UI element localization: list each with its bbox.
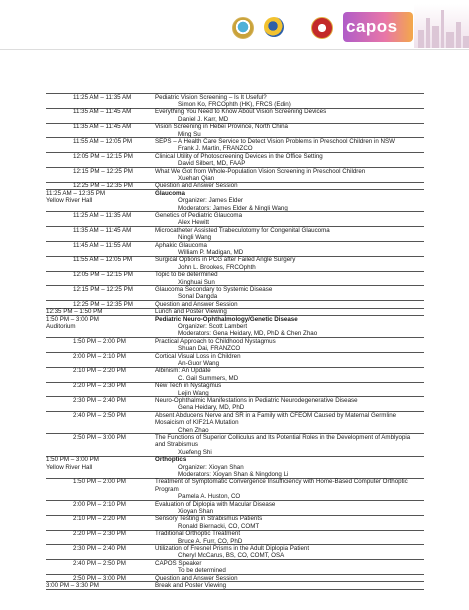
- session-time: 11:35 AM – 11:45 AM: [73, 226, 132, 234]
- speaker-name: An-Guor Wang: [178, 360, 220, 367]
- session-time: 12:25 PM – 12:35 PM: [73, 300, 133, 308]
- speaker-name: Gena Heidary, MD, PhD: [178, 404, 245, 412]
- session-location: Auditorium: [46, 323, 76, 330]
- row-divider: [46, 581, 424, 582]
- session-title: Question and Answer Session: [155, 574, 238, 582]
- speaker-name: Daniel J. Karr, MD: [178, 115, 229, 123]
- session-time: 11:35 AM – 11:45 AM: [73, 108, 132, 116]
- session-title: Absent Abducens Nerve and SR in a Family with CFEOM Caused by Maternal Germline: [155, 411, 397, 419]
- session-time: 11:55 AM – 12:05 PM: [73, 256, 133, 264]
- session-organizer: Moderators: Xioyan Shan & Ningdong Li: [178, 471, 289, 478]
- session-time: 3:00 PM – 3:30 PM: [46, 582, 99, 589]
- session-location: Yellow River Hall: [46, 463, 93, 471]
- session-title: Evaluation of Diplopia with Macular Disease: [155, 500, 276, 508]
- swirl-logo-icon: [264, 17, 284, 37]
- session-title: Treatment of Symptomatic Convergence Insufficiency with Home-Based Computer Orthoptic: [155, 478, 408, 486]
- session-title: Cortical Visual Loss in Children: [155, 352, 241, 360]
- session-time: 1:50 PM – 2:00 PM: [73, 478, 126, 486]
- session-time: 1:50 PM – 3:00 PM: [46, 315, 99, 323]
- row-divider: [46, 308, 424, 309]
- session-organizer: Moderators: James Elder & Ningli Wang: [178, 204, 288, 212]
- header-divider: [0, 49, 469, 50]
- session-title: Aphakic Glaucoma: [155, 241, 207, 249]
- speaker-name: Alex Hewitt: [178, 219, 209, 227]
- speaker-name: Xuefeng Shi: [178, 448, 212, 456]
- session-title: Topic to be determined: [155, 271, 218, 279]
- session-time: 1:50 PM – 3:00 PM: [46, 456, 99, 464]
- speaker-name: Bruce A. Furr, CO, PhD: [178, 537, 243, 545]
- session-time: 2:10 PM – 2:20 PM: [73, 367, 126, 375]
- session-time: 2:50 PM – 3:00 PM: [73, 574, 126, 582]
- speaker-name: Sonal Dangda: [178, 293, 218, 301]
- session-title: Everything You Need to Know About Vision Screening Devices: [155, 108, 327, 116]
- session-title: Genetics of Pediatric Glaucoma: [155, 212, 243, 219]
- session-time: 2:10 PM – 2:20 PM: [73, 515, 126, 523]
- session-title: Pediatric Vision Screening – Is It Useful?: [155, 93, 267, 101]
- speaker-name: William P. Madigan, MD: [178, 249, 244, 256]
- session-time: 2:40 PM – 2:50 PM: [73, 559, 126, 567]
- row-divider: [46, 456, 424, 457]
- speaker-name: Shuan Dai, FRANZCO: [178, 345, 241, 353]
- session-time: 11:25 AM – 12:35 PM: [46, 189, 106, 197]
- speaker-name: Xinghuai Sun: [178, 278, 215, 286]
- session-title: Neuro-Ophthalmic Manifestations in Pediatric Neurodegenerative Disease: [155, 397, 358, 404]
- session-time: 1:50 PM – 2:00 PM: [73, 337, 126, 345]
- session-time: 12:35 PM – 1:50 PM: [46, 308, 103, 316]
- session-time: 11:45 AM – 11:55 AM: [73, 241, 132, 249]
- session-title: Traditional Orthoptic Treatment: [155, 530, 241, 538]
- session-title: Clinical Utility of Photoscreening Devices in the Office Setting: [155, 152, 323, 160]
- session-title: Break and Poster Viewing: [155, 582, 227, 589]
- session-time: 2:30 PM – 2:40 PM: [73, 397, 126, 404]
- session-time: 12:05 PM – 12:15 PM: [73, 271, 133, 279]
- session-time: 12:15 PM – 12:25 PM: [73, 167, 133, 175]
- row-divider: [46, 589, 424, 590]
- session-time: 2:30 PM – 2:40 PM: [73, 545, 126, 552]
- capos-logo: [343, 12, 413, 42]
- speaker-name: Cheryl McCarus, BS, CO, COMT, OSA: [178, 552, 285, 560]
- session-time: 12:05 PM – 12:15 PM: [73, 152, 133, 160]
- session-time: 2:00 PM – 2:10 PM: [73, 352, 126, 360]
- session-title: CAPOS Speaker: [155, 559, 202, 567]
- session-time: 2:20 PM – 2:30 PM: [73, 530, 126, 538]
- session-organizer: Organizer: Xioyan Shan: [178, 463, 244, 471]
- session-organizer: Organizer: James Elder: [178, 197, 243, 205]
- session-title: SEPS – A Health Care Service to Detect Vision Problems in Preschool Children in NSW: [155, 138, 395, 145]
- session-time: 11:35 AM – 11:45 AM: [73, 123, 132, 131]
- session-title: Utilization of Fresnel Prisms in the Adult Diplopia Patient: [155, 545, 310, 552]
- session-title: What We Got from Whole-Population Vision Screening in Preschool Children: [155, 167, 366, 175]
- session-title-continued: Mosaicism of KIF21A Mutation: [155, 419, 239, 427]
- session-title: Surgical Options in PCG after Failed Angle Surgery: [155, 256, 296, 264]
- session-title: Question and Answer Session: [155, 300, 238, 308]
- session-time: 11:25 AM – 11:35 AM: [73, 212, 132, 219]
- session-title: Vision Screening in Hebei Province, North China: [155, 123, 288, 131]
- speaker-name: David Silbert, MD, FAAP: [178, 160, 246, 168]
- speaker-name: Xioyan Shan: [178, 508, 214, 515]
- session-title: The Functions of Superior Colliculus and Its Potential Roles in the Development of Amblyopia: [155, 434, 411, 441]
- speaker-name: Frank J. Martin, FRANZCO: [178, 145, 253, 153]
- session-title-continued: and Strabismus: [155, 441, 198, 449]
- session-organizer: Organizer: Scott Lambert: [178, 323, 248, 330]
- session-time: 11:25 AM – 11:35 AM: [73, 93, 132, 101]
- session-title: Pediatric Neuro-Ophthalmology/Genetic Disease: [155, 315, 298, 323]
- speaker-name: Chen Zhao: [178, 426, 209, 434]
- session-time: 12:15 PM – 12:25 PM: [73, 286, 133, 293]
- session-time: 2:00 PM – 2:10 PM: [73, 500, 126, 508]
- session-organizer: Moderators: Gena Heidary, MD, PhD & Chen Zhao: [178, 330, 318, 338]
- speaker-name: Ming Su: [178, 130, 201, 138]
- session-title: Orthoptics: [155, 456, 187, 464]
- session-title: Practical Approach to Childhood Nystagmus: [155, 337, 276, 345]
- page-header: [0, 0, 469, 50]
- city-skyline-icon: [414, 4, 469, 48]
- speaker-name: Ningli Wang: [178, 234, 212, 242]
- speaker-name: John L. Brookes, FRCOphth: [178, 263, 256, 271]
- session-title: Glaucoma: [155, 189, 185, 197]
- speaker-name: Pamela A. Huston, CO: [178, 493, 241, 501]
- speaker-name: C. Gail Summers, MD: [178, 374, 239, 382]
- medallion-logo-icon: [311, 17, 333, 39]
- capos-logo-text: capos: [346, 17, 398, 36]
- session-time: 2:40 PM – 2:50 PM: [73, 411, 126, 419]
- session-time: 12:25 PM – 12:35 PM: [73, 182, 133, 190]
- session-title: Lunch and Poster Viewing: [155, 308, 227, 316]
- speaker-name: Ronald Biernacki, CO, COMT: [178, 522, 260, 530]
- session-title: Microcatheter Assisted Trabeculotomy for Congenital Glaucoma: [155, 226, 330, 234]
- session-time: 2:50 PM – 3:00 PM: [73, 434, 126, 441]
- session-title-continued: Program: [155, 485, 179, 493]
- speaker-name: Lejin Wang: [178, 389, 209, 397]
- session-location: Yellow River Hall: [46, 197, 93, 205]
- session-title: Glaucoma Secondary to Systemic Disease: [155, 286, 273, 293]
- session-time: 11:55 AM – 12:05 PM: [73, 138, 133, 145]
- session-title: Sensory Testing in Strabismus Patients: [155, 515, 263, 523]
- speaker-name: Simon Ko, FRCOphth (HK), FRCS (Edin): [178, 101, 291, 108]
- session-title: New Tech in Nystagmus: [155, 382, 222, 390]
- session-title: Albinism: An Update: [155, 367, 211, 375]
- session-time: 2:20 PM – 2:30 PM: [73, 382, 126, 390]
- shield-logo-icon: [232, 17, 254, 39]
- session-title: Question and Answer Session: [155, 182, 238, 190]
- speaker-name: To be determined: [178, 567, 226, 575]
- speaker-name: Xuehan Qian: [178, 175, 215, 182]
